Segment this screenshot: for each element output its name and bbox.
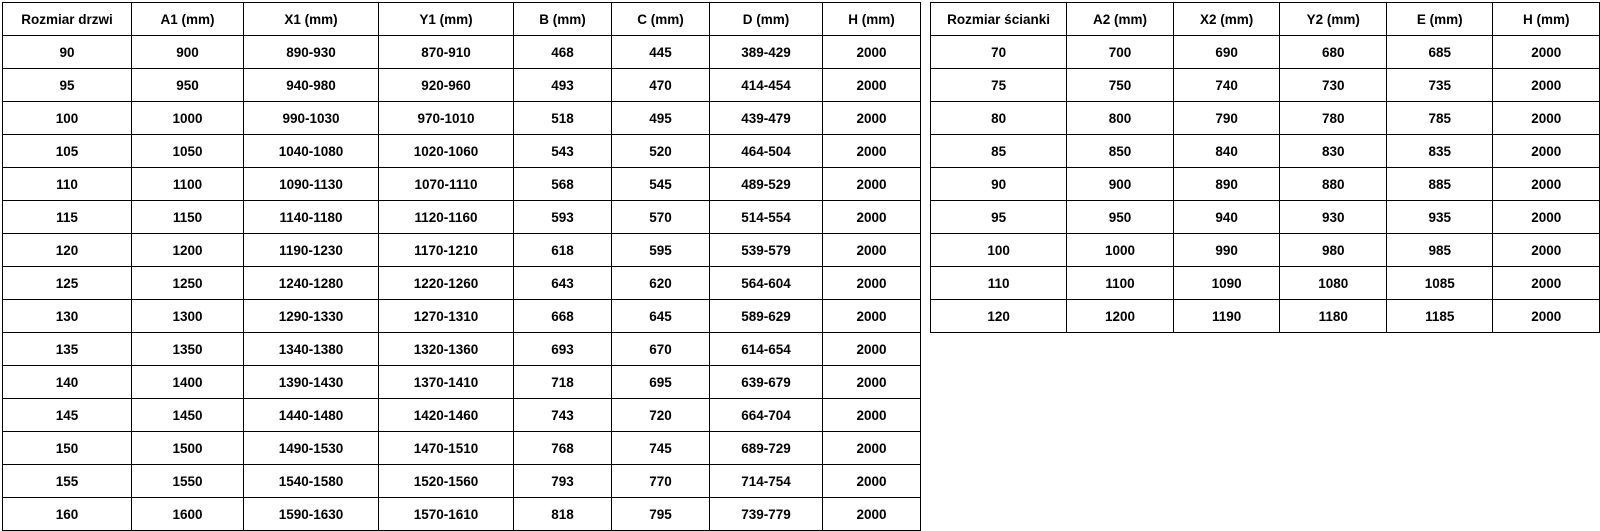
table-cell: 1450 — [132, 399, 244, 432]
table-cell: 740 — [1173, 69, 1280, 102]
table-cell: 950 — [1067, 201, 1174, 234]
table-cell: 2000 — [823, 102, 921, 135]
table-cell: 2000 — [1493, 234, 1600, 267]
table-cell: 2000 — [1493, 201, 1600, 234]
table-cell: 689-729 — [710, 432, 823, 465]
table-cell: 935 — [1387, 201, 1493, 234]
table-cell: 1190-1230 — [244, 234, 379, 267]
table-row — [931, 201, 1600, 234]
table-cell: 85 — [931, 135, 1067, 168]
table-cell: 785 — [1387, 102, 1493, 135]
table-cell: 770 — [612, 465, 710, 498]
table-cell: 2000 — [823, 366, 921, 399]
table-cell: 75 — [931, 69, 1067, 102]
table-row — [3, 300, 921, 333]
column-header: Y2 (mm) — [1280, 3, 1387, 36]
column-header: X2 (mm) — [1173, 3, 1280, 36]
table-cell: 1150 — [132, 201, 244, 234]
table-cell: 720 — [612, 399, 710, 432]
table-cell: 2000 — [1493, 36, 1600, 69]
table-cell: 718 — [514, 366, 612, 399]
column-header: B (mm) — [514, 3, 612, 36]
table-cell: 790 — [1173, 102, 1280, 135]
table-row — [3, 135, 921, 168]
table-cell: 1370-1410 — [379, 366, 514, 399]
table-row — [3, 69, 921, 102]
table-row — [3, 267, 921, 300]
table-cell: 110 — [931, 267, 1067, 300]
table-cell: 739-779 — [710, 498, 823, 531]
table-cell: 150 — [3, 432, 132, 465]
table-cell: 890-930 — [244, 36, 379, 69]
table-cell: 90 — [931, 168, 1067, 201]
table-cell: 700 — [1067, 36, 1174, 69]
table-cell: 900 — [1067, 168, 1174, 201]
table-cell: 2000 — [823, 234, 921, 267]
doors-table-header — [3, 3, 921, 36]
column-header: H (mm) — [823, 3, 921, 36]
table-cell: 543 — [514, 135, 612, 168]
doors-table-body — [3, 36, 921, 531]
table-cell: 95 — [931, 201, 1067, 234]
table-cell: 2000 — [823, 333, 921, 366]
table-cell: 100 — [931, 234, 1067, 267]
table-cell: 2000 — [823, 267, 921, 300]
table-cell: 1490-1530 — [244, 432, 379, 465]
table-cell: 1020-1060 — [379, 135, 514, 168]
table-row — [3, 498, 921, 531]
table-cell: 870-910 — [379, 36, 514, 69]
table-cell: 145 — [3, 399, 132, 432]
table-row — [3, 432, 921, 465]
table-cell: 140 — [3, 366, 132, 399]
table-cell: 593 — [514, 201, 612, 234]
table-cell: 1350 — [132, 333, 244, 366]
table-cell: 1220-1260 — [379, 267, 514, 300]
column-header: Rozmiar drzwi — [3, 3, 132, 36]
table-cell: 2000 — [823, 300, 921, 333]
table-cell: 564-604 — [710, 267, 823, 300]
table-cell: 439-479 — [710, 102, 823, 135]
table-cell: 835 — [1387, 135, 1493, 168]
table-cell: 620 — [612, 267, 710, 300]
table-row — [3, 366, 921, 399]
table-cell: 520 — [612, 135, 710, 168]
table-cell: 120 — [3, 234, 132, 267]
table-row — [3, 36, 921, 69]
table-cell: 795 — [612, 498, 710, 531]
table-row — [931, 300, 1600, 333]
table-cell: 940-980 — [244, 69, 379, 102]
column-header: Rozmiar ścianki — [931, 3, 1067, 36]
table-cell: 940 — [1173, 201, 1280, 234]
table-cell: 990 — [1173, 234, 1280, 267]
table-cell: 120 — [931, 300, 1067, 333]
table-cell: 1340-1380 — [244, 333, 379, 366]
table-cell: 95 — [3, 69, 132, 102]
table-cell: 780 — [1280, 102, 1387, 135]
table-cell: 2000 — [823, 498, 921, 531]
doors-dimensions-table-container — [2, 2, 921, 531]
table-cell: 639-679 — [710, 366, 823, 399]
table-cell: 680 — [1280, 36, 1387, 69]
table-cell: 1000 — [1067, 234, 1174, 267]
table-row — [931, 168, 1600, 201]
table-cell: 1550 — [132, 465, 244, 498]
table-cell: 818 — [514, 498, 612, 531]
table-cell: 100 — [3, 102, 132, 135]
table-cell: 1270-1310 — [379, 300, 514, 333]
table-cell: 1390-1430 — [244, 366, 379, 399]
table-cell: 750 — [1067, 69, 1174, 102]
table-cell: 1590-1630 — [244, 498, 379, 531]
table-cell: 2000 — [823, 69, 921, 102]
table-cell: 1080 — [1280, 267, 1387, 300]
column-header: C (mm) — [612, 3, 710, 36]
table-cell: 1440-1480 — [244, 399, 379, 432]
table-cell: 539-579 — [710, 234, 823, 267]
table-cell: 1470-1510 — [379, 432, 514, 465]
table-cell: 890 — [1173, 168, 1280, 201]
table-row — [3, 333, 921, 366]
table-cell: 595 — [612, 234, 710, 267]
table-cell: 1085 — [1387, 267, 1493, 300]
table-header-row — [3, 3, 921, 36]
table-cell: 618 — [514, 234, 612, 267]
table-cell: 2000 — [823, 399, 921, 432]
table-cell: 714-754 — [710, 465, 823, 498]
table-cell: 468 — [514, 36, 612, 69]
table-cell: 1190 — [1173, 300, 1280, 333]
table-cell: 970-1010 — [379, 102, 514, 135]
doors-dimensions-table — [2, 2, 921, 531]
table-row — [931, 69, 1600, 102]
table-cell: 1200 — [132, 234, 244, 267]
table-cell: 464-504 — [710, 135, 823, 168]
table-cell: 105 — [3, 135, 132, 168]
table-cell: 155 — [3, 465, 132, 498]
table-row — [931, 267, 1600, 300]
table-cell: 1100 — [132, 168, 244, 201]
table-cell: 1520-1560 — [379, 465, 514, 498]
table-cell: 670 — [612, 333, 710, 366]
table-cell: 645 — [612, 300, 710, 333]
table-cell: 2000 — [823, 168, 921, 201]
table-cell: 1120-1160 — [379, 201, 514, 234]
table-cell: 1180 — [1280, 300, 1387, 333]
table-cell: 1170-1210 — [379, 234, 514, 267]
table-cell: 1290-1330 — [244, 300, 379, 333]
table-cell: 900 — [132, 36, 244, 69]
column-header: A1 (mm) — [132, 3, 244, 36]
table-cell: 830 — [1280, 135, 1387, 168]
table-cell: 115 — [3, 201, 132, 234]
table-cell: 514-554 — [710, 201, 823, 234]
table-cell: 80 — [931, 102, 1067, 135]
table-cell: 589-629 — [710, 300, 823, 333]
table-cell: 2000 — [1493, 69, 1600, 102]
walls-dimensions-table-container — [930, 2, 1600, 333]
table-cell: 2000 — [1493, 168, 1600, 201]
table-cell: 110 — [3, 168, 132, 201]
table-row — [931, 102, 1600, 135]
table-cell: 985 — [1387, 234, 1493, 267]
table-cell: 1140-1180 — [244, 201, 379, 234]
table-cell: 570 — [612, 201, 710, 234]
table-cell: 1570-1610 — [379, 498, 514, 531]
table-cell: 1000 — [132, 102, 244, 135]
table-cell: 518 — [514, 102, 612, 135]
table-cell: 1400 — [132, 366, 244, 399]
table-cell: 470 — [612, 69, 710, 102]
table-cell: 643 — [514, 267, 612, 300]
table-cell: 735 — [1387, 69, 1493, 102]
table-row — [3, 201, 921, 234]
table-cell: 1040-1080 — [244, 135, 379, 168]
table-row — [931, 234, 1600, 267]
table-cell: 2000 — [1493, 102, 1600, 135]
table-cell: 125 — [3, 267, 132, 300]
column-header: Y1 (mm) — [379, 3, 514, 36]
table-cell: 768 — [514, 432, 612, 465]
table-cell: 2000 — [823, 465, 921, 498]
table-cell: 414-454 — [710, 69, 823, 102]
table-cell: 1090 — [1173, 267, 1280, 300]
table-cell: 693 — [514, 333, 612, 366]
table-cell: 2000 — [823, 432, 921, 465]
column-header: H (mm) — [1493, 3, 1600, 36]
table-cell: 980 — [1280, 234, 1387, 267]
table-cell: 850 — [1067, 135, 1174, 168]
table-cell: 1320-1360 — [379, 333, 514, 366]
table-row — [931, 135, 1600, 168]
table-header-row — [931, 3, 1600, 36]
walls-dimensions-table — [930, 2, 1600, 333]
table-cell: 493 — [514, 69, 612, 102]
table-row — [3, 399, 921, 432]
table-cell: 730 — [1280, 69, 1387, 102]
table-cell: 1200 — [1067, 300, 1174, 333]
table-cell: 2000 — [1493, 135, 1600, 168]
table-cell: 445 — [612, 36, 710, 69]
table-cell: 745 — [612, 432, 710, 465]
table-cell: 545 — [612, 168, 710, 201]
table-cell: 1600 — [132, 498, 244, 531]
table-cell: 1540-1580 — [244, 465, 379, 498]
table-cell: 1090-1130 — [244, 168, 379, 201]
table-cell: 1240-1280 — [244, 267, 379, 300]
table-cell: 1250 — [132, 267, 244, 300]
table-cell: 793 — [514, 465, 612, 498]
column-header: D (mm) — [710, 3, 823, 36]
table-cell: 1100 — [1067, 267, 1174, 300]
table-cell: 614-654 — [710, 333, 823, 366]
table-row — [3, 234, 921, 267]
table-cell: 495 — [612, 102, 710, 135]
table-cell: 160 — [3, 498, 132, 531]
table-cell: 664-704 — [710, 399, 823, 432]
column-header: E (mm) — [1387, 3, 1493, 36]
table-cell: 2000 — [823, 135, 921, 168]
table-cell: 389-429 — [710, 36, 823, 69]
table-row — [3, 102, 921, 135]
walls-table-body — [931, 36, 1600, 333]
table-cell: 1420-1460 — [379, 399, 514, 432]
table-cell: 743 — [514, 399, 612, 432]
table-cell: 90 — [3, 36, 132, 69]
table-cell: 1070-1110 — [379, 168, 514, 201]
table-cell: 130 — [3, 300, 132, 333]
table-cell: 920-960 — [379, 69, 514, 102]
table-cell: 135 — [3, 333, 132, 366]
table-cell: 2000 — [1493, 300, 1600, 333]
table-cell: 1050 — [132, 135, 244, 168]
table-cell: 930 — [1280, 201, 1387, 234]
walls-table-header — [931, 3, 1600, 36]
table-cell: 990-1030 — [244, 102, 379, 135]
column-header: X1 (mm) — [244, 3, 379, 36]
table-row — [931, 36, 1600, 69]
table-cell: 880 — [1280, 168, 1387, 201]
table-cell: 695 — [612, 366, 710, 399]
table-row — [3, 465, 921, 498]
table-cell: 1300 — [132, 300, 244, 333]
table-row — [3, 168, 921, 201]
table-cell: 840 — [1173, 135, 1280, 168]
table-cell: 1500 — [132, 432, 244, 465]
table-cell: 2000 — [823, 201, 921, 234]
table-cell: 2000 — [823, 36, 921, 69]
column-header: A2 (mm) — [1067, 3, 1174, 36]
table-cell: 685 — [1387, 36, 1493, 69]
table-cell: 2000 — [1493, 267, 1600, 300]
table-cell: 950 — [132, 69, 244, 102]
table-cell: 885 — [1387, 168, 1493, 201]
table-cell: 568 — [514, 168, 612, 201]
table-cell: 1185 — [1387, 300, 1493, 333]
table-cell: 668 — [514, 300, 612, 333]
table-cell: 70 — [931, 36, 1067, 69]
table-cell: 800 — [1067, 102, 1174, 135]
table-cell: 489-529 — [710, 168, 823, 201]
table-cell: 690 — [1173, 36, 1280, 69]
